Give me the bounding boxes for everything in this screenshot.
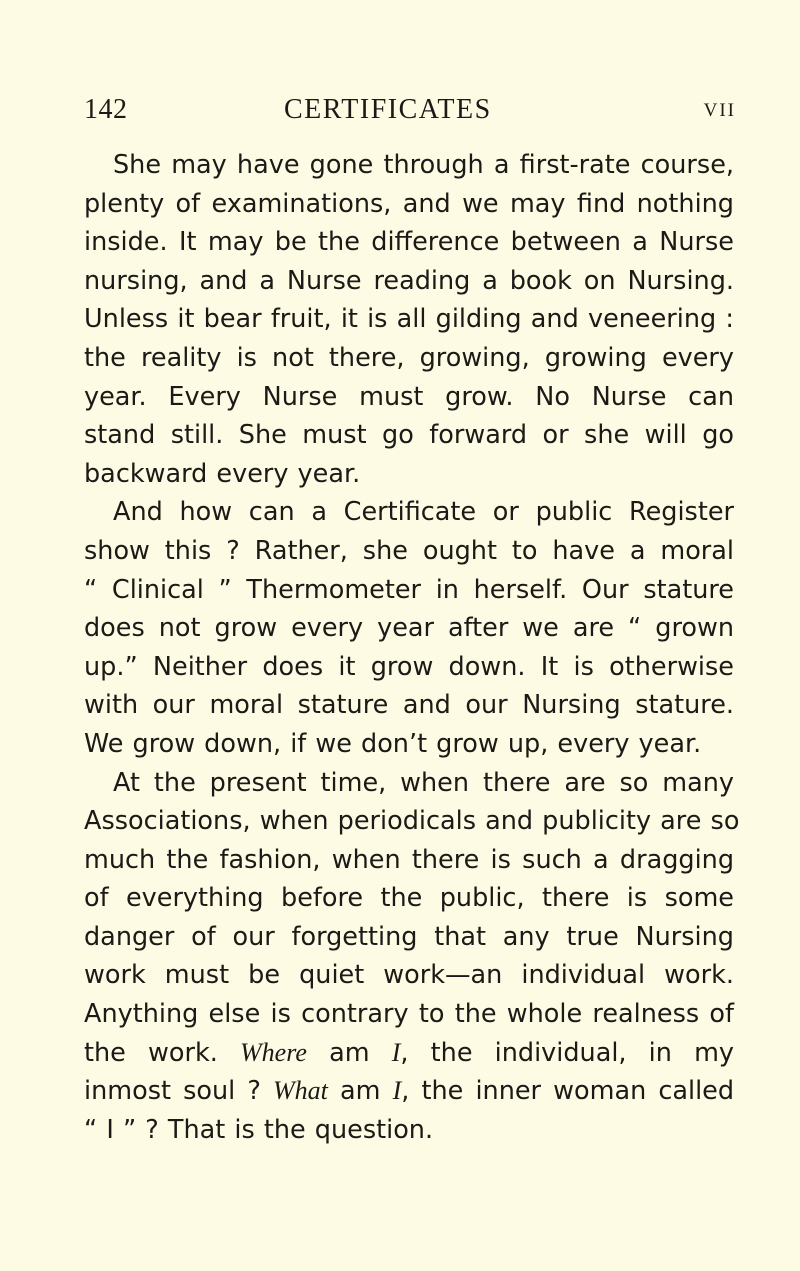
- running-head: CERTIFICATES: [284, 94, 492, 125]
- section-numeral: VII: [703, 100, 736, 121]
- text-line: much the fashion, when there is such a dragging: [84, 844, 734, 875]
- text-line: inside. It may be the difference between a Nurse: [84, 227, 734, 258]
- text-line: inmost soul ? What am I, the inner woman called: [84, 1076, 735, 1107]
- text-line: backward every year.: [84, 458, 361, 489]
- text-line: We grow down, if we don’t grow up, every year.: [84, 728, 702, 759]
- text-line: And how can a Certificate or public Register: [113, 497, 734, 528]
- text-line: She may have gone through a first-rate course,: [113, 150, 734, 180]
- text-line: stand still. She must go forward or she will go: [84, 420, 734, 451]
- page-header: [84, 94, 736, 128]
- body-text: [84, 146, 740, 1149]
- italic-emphasis: I: [392, 1076, 402, 1106]
- text-line: of everything before the public, there is some: [84, 883, 734, 914]
- text-line: Anything else is contrary to the whole realness of: [84, 999, 734, 1030]
- text-line: with our moral stature and our Nursing stature.: [84, 690, 734, 721]
- page-number: 142: [84, 94, 128, 125]
- text-line: “ I ” ? That is the question.: [84, 1114, 434, 1145]
- text-line: up.” Neither does it grow down. It is otherwise: [84, 651, 734, 682]
- italic-emphasis: I: [391, 1037, 401, 1067]
- text-line: does not grow every year after we are “ grown: [84, 613, 734, 644]
- text-line: plenty of examinations, and we may find nothing: [84, 188, 734, 219]
- text-line: At the present time, when there are so many: [113, 767, 734, 798]
- text-line: Unless it bear fruit, it is all gilding and veneering :: [84, 304, 734, 335]
- italic-emphasis: What: [273, 1076, 328, 1106]
- text-line: the reality is not there, growing, growing every: [84, 342, 734, 373]
- text-line: Associations, when periodicals and publicity are so: [84, 806, 740, 837]
- text-line: nursing, and a Nurse reading a book on Nursing.: [84, 265, 734, 296]
- text-line: year. Every Nurse must grow. No Nurse can: [84, 381, 734, 412]
- text-line: show this ? Rather, she ought to have a moral: [84, 535, 734, 566]
- italic-emphasis: Where: [240, 1037, 307, 1067]
- text-line: “ Clinical ” Thermometer in herself. Our stature: [84, 574, 734, 605]
- text-line: work must be quiet work—an individual work.: [84, 960, 734, 991]
- text-line: the work. Where am I, the individual, in my: [84, 1037, 735, 1068]
- text-line: danger of our forgetting that any true Nursing: [84, 921, 734, 952]
